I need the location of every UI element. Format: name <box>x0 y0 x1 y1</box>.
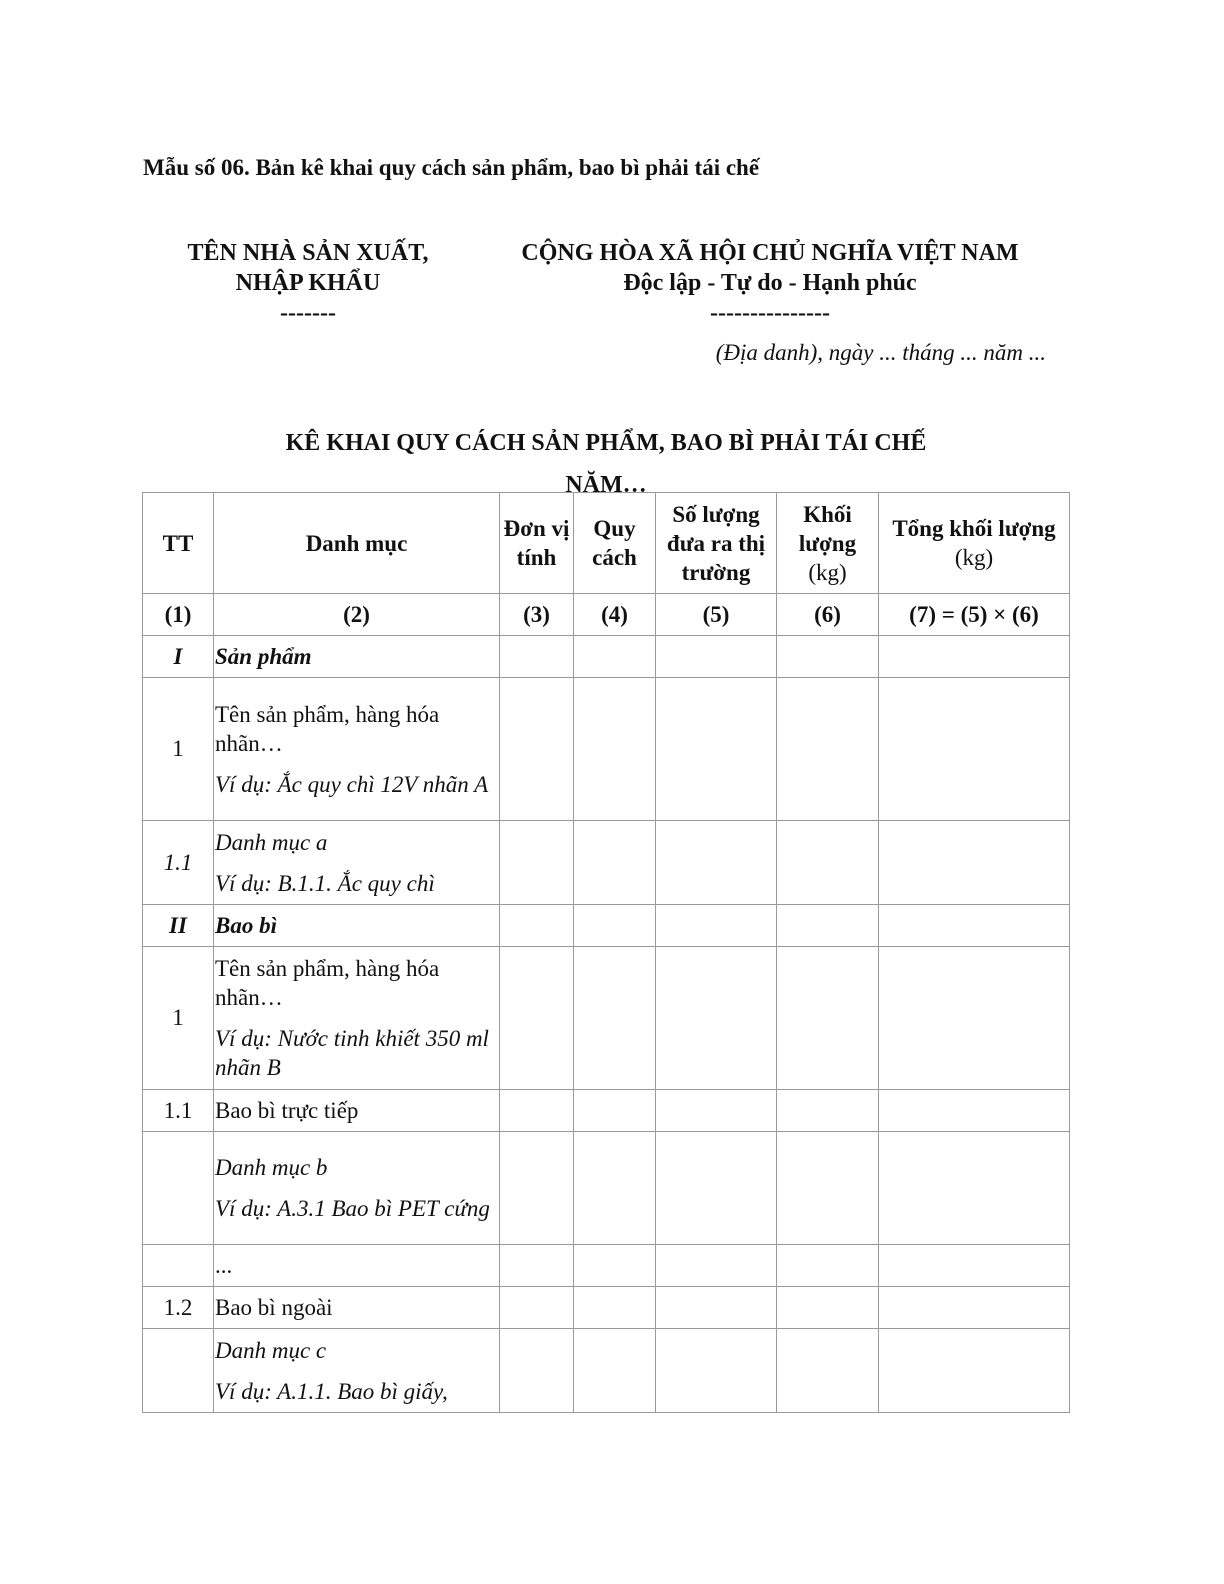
row-category <box>214 821 500 905</box>
col-number-6: (6) <box>777 594 879 636</box>
column-number-row <box>143 594 1070 636</box>
table-row <box>143 821 1070 905</box>
header-quantity-line1: Số lượng <box>672 501 760 527</box>
row-number <box>143 1245 214 1287</box>
header-unit-line1: Đơn vị <box>503 516 570 541</box>
row-category <box>214 678 500 821</box>
declaration-title-line2: NĂM… <box>565 472 647 498</box>
table-row <box>143 1245 1070 1287</box>
producer-header <box>150 238 466 328</box>
header-total-line2: (kg) <box>954 545 994 570</box>
header-tt: TT <box>143 493 214 594</box>
header-weight-line3: (kg) <box>808 559 847 585</box>
row-number: 1 <box>143 947 214 1090</box>
table-header-row <box>143 493 1070 594</box>
header-unit-line2: tính <box>516 545 557 570</box>
header-total-line1: Tổng khối lượng <box>892 516 1056 541</box>
row-number: 1 <box>143 678 214 821</box>
header-category: Danh mục <box>214 493 500 594</box>
row-category: ... <box>214 1245 500 1287</box>
col-number-5: (5) <box>656 594 777 636</box>
table-row <box>143 1090 1070 1132</box>
row-category <box>214 947 500 1090</box>
row-number <box>143 1329 214 1413</box>
row-category <box>214 1329 500 1413</box>
product-example: Ví dụ: Nước tinh khiết 350 ml nhãn B <box>215 1026 489 1080</box>
section-label: Sản phẩm <box>214 636 500 678</box>
producer-divider: ------- <box>280 300 336 326</box>
header-quantity-line3: trường <box>681 559 751 585</box>
category-name: Danh mục b <box>215 1155 328 1180</box>
producer-name-line2: NHẬP KHẨU <box>235 270 381 296</box>
national-motto: Độc lập - Tự do - Hạnh phúc <box>623 270 917 296</box>
table-row <box>143 1132 1070 1245</box>
header-unit <box>500 493 574 594</box>
national-header <box>470 238 1070 328</box>
product-name: Tên sản phẩm, hàng hóa nhãn… <box>215 956 440 1010</box>
row-number: 1.2 <box>143 1287 214 1329</box>
section-label: Bao bì <box>214 905 500 947</box>
row-category: Bao bì ngoài <box>214 1287 500 1329</box>
table-row <box>143 1329 1070 1413</box>
product-name: Tên sản phẩm, hàng hóa nhãn… <box>215 701 440 756</box>
section-number: I <box>143 636 214 678</box>
col-number-4: (4) <box>574 594 656 636</box>
producer-name-line1: TÊN NHÀ SẢN XUẤT, <box>187 240 429 266</box>
form-title: Mẫu số 06. Bản kê khai quy cách sản phẩm, bao bì phải tái chế <box>143 155 760 180</box>
row-number: 1.1 <box>143 1090 214 1132</box>
col-number-7: (7) = (5) × (6) <box>879 594 1070 636</box>
row-number <box>143 1132 214 1245</box>
declaration-title-line1: KÊ KHAI QUY CÁCH SẢN PHẨM, BAO BÌ PHẢI TÁI CHẾ <box>285 430 927 456</box>
product-example: Ví dụ: Ắc quy chì 12V nhãn A <box>215 771 489 797</box>
row-number: 1.1 <box>143 821 214 905</box>
table-row <box>143 1287 1070 1329</box>
place-date-line: (Địa danh), ngày ... tháng ... năm ... <box>715 340 1046 365</box>
header-weight-line1: Khối <box>803 501 852 527</box>
header-spec-line2: cách <box>592 545 637 570</box>
header-weight <box>777 493 879 594</box>
table-row <box>143 947 1070 1090</box>
header-weight-line2: lượng <box>798 530 857 556</box>
category-name: Danh mục c <box>215 1337 327 1363</box>
section-number: II <box>143 905 214 947</box>
row-category: Bao bì trực tiếp <box>214 1090 500 1132</box>
section-row-products <box>143 636 1070 678</box>
category-example: Ví dụ: B.1.1. Ắc quy chì <box>215 870 435 896</box>
table-row <box>143 678 1070 821</box>
category-example: Ví dụ: A.3.1 Bao bì PET cứng <box>215 1196 490 1221</box>
category-example: Ví dụ: A.1.1. Bao bì giấy, <box>215 1378 448 1404</box>
col-number-3: (3) <box>500 594 574 636</box>
declaration-table <box>142 492 1070 1413</box>
category-name: Danh mục a <box>215 829 328 855</box>
national-title: CỘNG HÒA XÃ HỘI CHỦ NGHĨA VIỆT NAM <box>521 240 1019 266</box>
header-quantity <box>656 493 777 594</box>
header-total-weight <box>879 493 1070 594</box>
header-spec <box>574 493 656 594</box>
section-row-packaging <box>143 905 1070 947</box>
national-divider: --------------- <box>710 300 830 326</box>
col-number-1: (1) <box>143 594 214 636</box>
header-quantity-line2: đưa ra thị <box>666 530 766 556</box>
row-category <box>214 1132 500 1245</box>
header-spec-line1: Quy <box>593 516 636 541</box>
col-number-2: (2) <box>214 594 500 636</box>
